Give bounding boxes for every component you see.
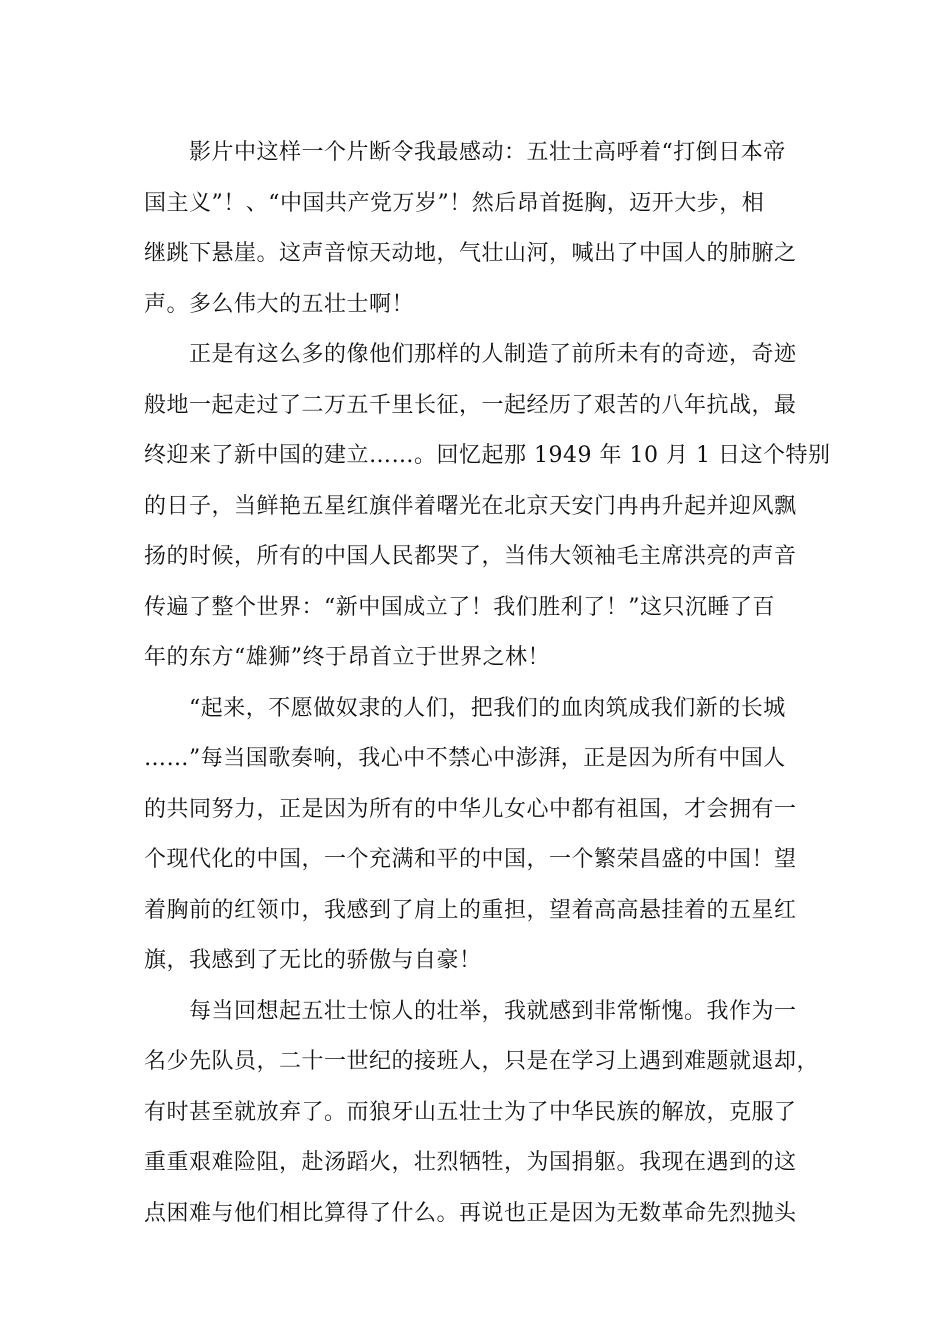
text-line: 点困难与他们相比算得了什么。再说也正是因为无数革命先烈抛头 — [144, 1200, 797, 1226]
text-line: 的日子，当鲜艳五星红旗伴着曙光在北京天安门冉冉升起并迎风飘 — [144, 493, 797, 519]
text-line: 扬的时候，所有的中国人民都哭了，当伟大领袖毛主席洪亮的声音 — [144, 544, 797, 569]
text-line: 重重艰难险阻，赴汤蹈火，壮烈牺牲，为国捐躯。我现在遇到的这 — [144, 1150, 797, 1175]
text-line: 每当回想起五壮士惊人的壮举，我就感到非常惭愧。我作为一 — [144, 998, 797, 1024]
text-line: “起来，不愿做奴隶的人们，把我们的血肉筑成我们新的长城 — [144, 695, 786, 721]
text-line: 旗，我感到了无比的骄傲与自豪！ — [144, 948, 482, 973]
text-line: 声。多么伟大的五壮士啊！ — [144, 291, 415, 317]
text-line: 般地一起走过了二万五千里长征，一起经历了艰苦的八年抗战，最 — [144, 392, 797, 418]
text-line: 继跳下悬崖。这声音惊天动地，气壮山河，喊出了中国人的肺腑之 — [144, 241, 797, 266]
essay-body — [144, 128, 831, 1239]
text-line: 名少先队员，二十一世纪的接班人，只是在学习上遇到难题就退却， — [144, 1049, 820, 1074]
text-line: 传遍了整个世界：“新中国成立了！我们胜利了！”这只沉睡了百 — [144, 594, 775, 620]
text-line: 年的东方“雄狮”终于昂首立于世界之林！ — [144, 645, 550, 670]
text-line: 国主义”！、“中国共产党万岁”！然后昂首挺胸，迈开大步，相 — [144, 190, 765, 216]
text-line: 影片中这样一个片断令我最感动：五壮士高呼着“打倒日本帝 — [144, 140, 786, 165]
text-line: 着胸前的红领巾，我感到了肩上的重担，望着高高悬挂着的五星红 — [144, 897, 797, 923]
text-line: 有时甚至就放弃了。而狼牙山五壮士为了中华民族的解放，克服了 — [144, 1099, 797, 1125]
text-line: 的共同努力，正是因为所有的中华儿女心中都有祖国，才会拥有一 — [144, 796, 797, 822]
text-line: 个现代化的中国，一个充满和平的中国，一个繁荣昌盛的中国！望 — [144, 847, 797, 872]
text-line: 正是有这么多的像他们那样的人制造了前所未有的奇迹，奇迹 — [144, 342, 797, 367]
text-line: ……”每当国歌奏响，我心中不禁心中澎湃，正是因为所有中国人 — [144, 746, 786, 771]
text-line: 终迎来了新中国的建立……。回忆起那 1949 年 10 月 1 日这个特别 — [144, 443, 831, 468]
